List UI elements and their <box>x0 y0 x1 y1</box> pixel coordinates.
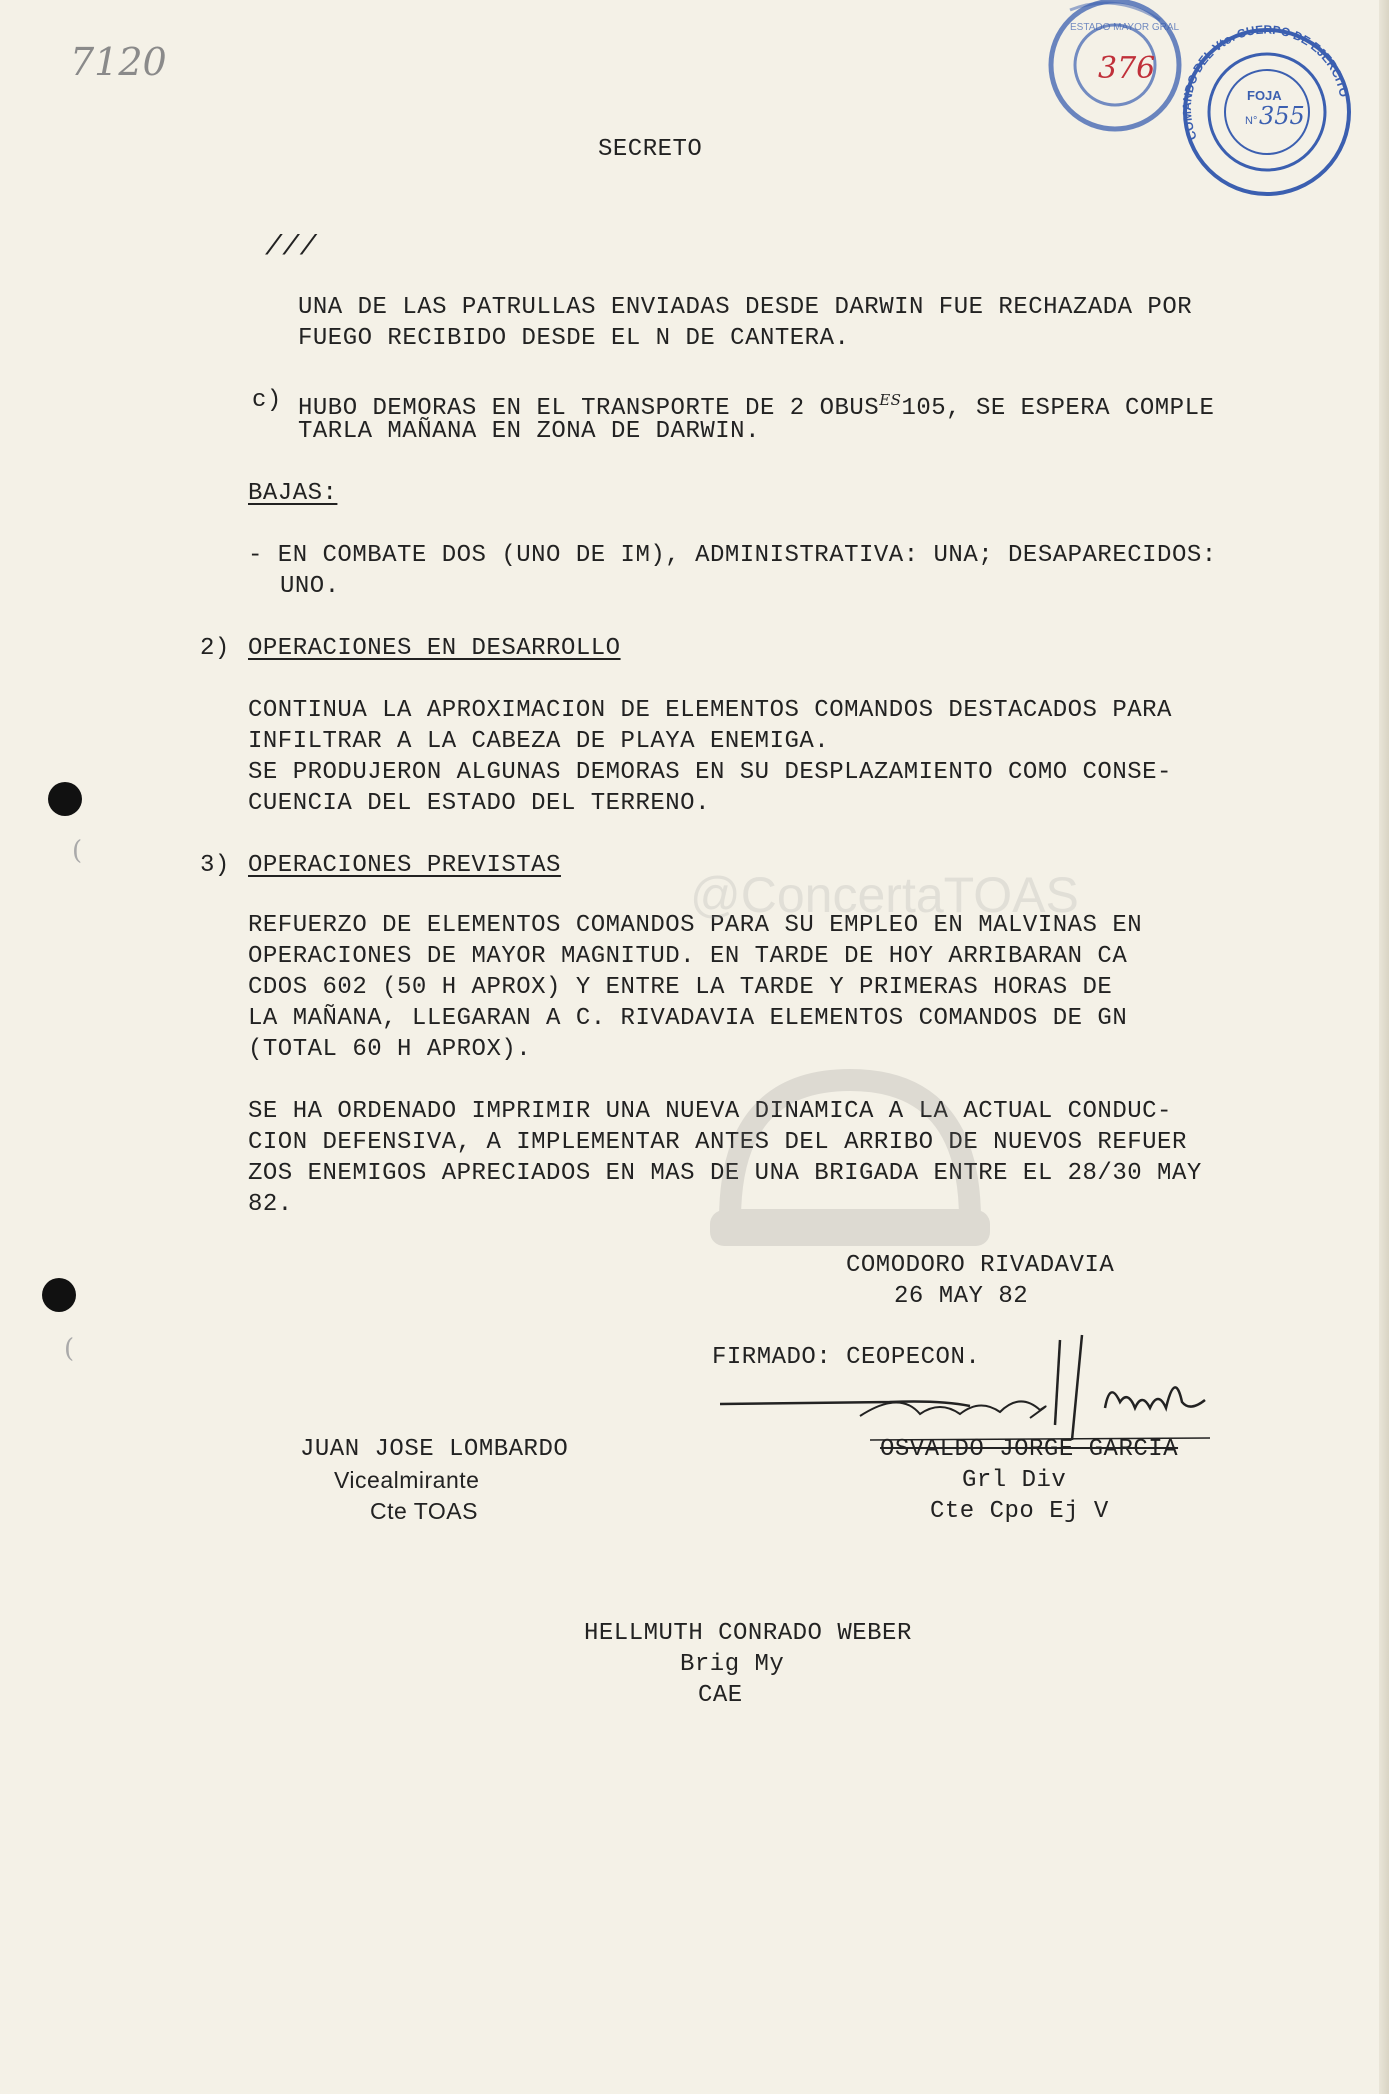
watermark-logo <box>690 1040 1010 1270</box>
punch-hole-bottom <box>42 1278 76 1312</box>
section-3-line-4: LA MAÑANA, LLEGARAN A C. RIVADAVIA ELEMENTOS COMANDOS DE GN <box>248 1005 1128 1032</box>
section-3-line-5: (TOTAL 60 H APROX). <box>248 1036 532 1063</box>
section-3b-line-4: 82. <box>248 1191 293 1218</box>
date: 26 MAY 82 <box>894 1283 1029 1310</box>
margin-mark: ( <box>72 836 83 866</box>
signatory-right-name: OSVALDO JORGE GARCIA <box>880 1436 1179 1463</box>
signatory-left-rank: Vicealmirante <box>334 1467 480 1493</box>
handwritten-reference: 7120 <box>70 40 167 84</box>
intro-line-1: UNA DE LAS PATRULLAS ENVIADAS DESDE DARWIN FUE RECHAZADA POR <box>298 294 1193 321</box>
item-c-superscript: ES <box>879 391 902 409</box>
section-2-line-2: INFILTRAR A LA CABEZA DE PLAYA ENEMIGA. <box>248 728 830 755</box>
section-3b-line-3: ZOS ENEMIGOS APRECIADOS EN MAS DE UNA BRIGADA ENTRE EL 28/30 MAY <box>248 1160 1202 1187</box>
page-edge <box>1379 0 1389 2094</box>
signatory-bottom-rank: Brig My <box>680 1651 785 1678</box>
section-3-line-3: CDOS 602 (50 H APROX) Y ENTRE LA TARDE Y PRIMERAS HORAS DE <box>248 974 1113 1001</box>
stamp-left-number: 376 <box>1098 51 1156 86</box>
item-c-line-2: TARLA MAÑANA EN ZONA DE DARWIN. <box>298 418 760 445</box>
classification-header: SECRETO <box>598 136 703 163</box>
signatory-right-rank: Grl Div <box>962 1467 1067 1494</box>
signatory-left-role: Cte TOAS <box>370 1498 478 1524</box>
item-c-label: c) <box>252 387 282 414</box>
stamp-left-text: ESTADO MAYOR GRAL <box>1070 22 1180 33</box>
section-3-line-2: OPERACIONES DE MAYOR MAGNITUD. EN TARDE DE HOY ARRIBARAN CA <box>248 943 1128 970</box>
bajas-line-1: - EN COMBATE DOS (UNO DE IM), ADMINISTRATIVA: UNA; DESAPARECIDOS: <box>248 542 1217 569</box>
watermark: @ConcertaTOAS <box>690 867 1079 923</box>
signature <box>710 1330 1230 1450</box>
place: COMODORO RIVADAVIA <box>846 1252 1115 1279</box>
bajas-line-2: UNO. <box>280 573 340 600</box>
section-2-line-1: CONTINUA LA APROXIMACION DE ELEMENTOS COMANDOS DESTACADOS PARA <box>248 697 1172 724</box>
section-2-line-3: SE PRODUJERON ALGUNAS DEMORAS EN SU DESPLAZAMIENTO COMO CONSE- <box>248 759 1172 786</box>
continuation-mark: /// <box>265 232 317 263</box>
stamp-foja <box>1175 18 1355 198</box>
section-2-line-4: CUENCIA DEL ESTADO DEL TERRENO. <box>248 790 710 817</box>
signatory-left-name: JUAN JOSE LOMBARDO <box>300 1436 569 1463</box>
signatory-right-role: Cte Cpo Ej V <box>930 1498 1109 1525</box>
stamp-right-label: FOJA <box>1247 88 1282 103</box>
signatory-bottom-name: HELLMUTH CONRADO WEBER <box>584 1620 912 1647</box>
stamp-right-text: COMANDO DEL Vto. CUERPO DE EJERCITO <box>1179 22 1352 142</box>
section-3-line-1: REFUERZO DE ELEMENTOS COMANDOS PARA SU EMPLEO EN MALVINAS EN <box>248 912 1143 939</box>
section-3b-line-2: CION DEFENSIVA, A IMPLEMENTAR ANTES DEL ARRIBO DE NUEVOS REFUER <box>248 1129 1187 1156</box>
margin-mark-2: ( <box>64 1334 75 1364</box>
signed-by: FIRMADO: CEOPECON. <box>712 1344 981 1371</box>
section-2-heading: OPERACIONES EN DESARROLLO <box>248 635 621 662</box>
section-3-heading: OPERACIONES PREVISTAS <box>248 852 561 879</box>
punch-hole-top <box>48 782 82 816</box>
item-c-line-1: HUBO DEMORAS EN EL TRANSPORTE DE 2 $OBUS^{ES}105$, SE ESPERA COMPLE <box>298 391 1215 422</box>
bajas-heading: BAJAS: <box>248 480 338 507</box>
svg-text:N°: N° <box>1245 115 1258 127</box>
signatory-bottom-role: CAE <box>698 1682 743 1709</box>
section-3b-line-1: SE HA ORDENADO IMPRIMIR UNA NUEVA DINAMICA A LA ACTUAL CONDUC- <box>248 1098 1172 1125</box>
stamp-right-number: 355 <box>1259 102 1305 130</box>
section-3-number: 3) <box>200 852 230 879</box>
section-2-number: 2) <box>200 635 230 662</box>
stamp-estado-mayor <box>1010 0 1190 150</box>
intro-line-2: FUEGO RECIBIDO DESDE EL N DE CANTERA. <box>298 325 850 352</box>
